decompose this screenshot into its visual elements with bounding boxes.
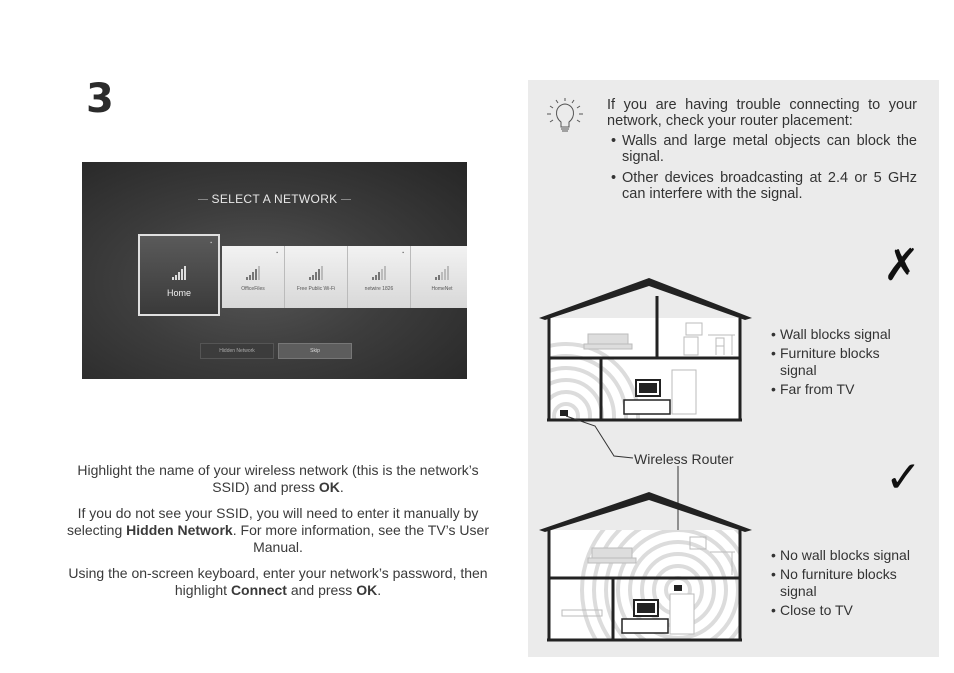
network-name: Free Public Wi-Fi bbox=[296, 286, 336, 292]
note-item: • Furniture blocks signal bbox=[771, 345, 910, 379]
note-item: • Wall blocks signal bbox=[771, 326, 910, 343]
tv-title-text: SELECT A NETWORK bbox=[211, 192, 338, 206]
note-item: • Far from TV bbox=[771, 381, 910, 398]
instruction-text: Highlight the name of your wireless network (this is the network’s SSID) and press bbox=[77, 462, 479, 495]
instruction-text: If you do not see your SSID, you will need to enter it manually by selecting bbox=[67, 505, 479, 538]
bad-placement-notes bbox=[771, 326, 910, 400]
instruction-key: OK bbox=[318, 479, 340, 495]
instruction-key: OK bbox=[356, 582, 378, 598]
instruction-key: Connect bbox=[230, 582, 287, 598]
lock-icon: ▪ bbox=[402, 250, 404, 256]
note-item: • No wall blocks signal bbox=[771, 547, 930, 564]
router-label: Wireless Router bbox=[634, 451, 734, 467]
network-name: OfficeFiles bbox=[241, 286, 265, 292]
hidden-network-button[interactable]: Hidden Network bbox=[200, 343, 274, 359]
note-item: • No furniture blocks signal bbox=[771, 566, 930, 600]
step-number: 3 bbox=[86, 76, 114, 122]
instruction-text: . For more information, see the TV’s User Manual. bbox=[232, 522, 489, 555]
instruction-text: Using the on-screen keyboard, enter your network’s password, then highlight bbox=[68, 565, 488, 598]
lock-icon: ▪ bbox=[276, 250, 278, 256]
network-name: HomeNet bbox=[431, 286, 453, 292]
instruction-text: and press bbox=[286, 582, 357, 598]
note-item: • Close to TV bbox=[771, 602, 930, 619]
lock-icon: ▪ bbox=[210, 240, 212, 246]
bad-placement-mark: ✗ bbox=[883, 240, 920, 291]
tip-bullet: • Walls and large metal objects can block the signal. bbox=[609, 133, 917, 165]
network-name: Home bbox=[166, 288, 191, 298]
good-placement-mark: ✓ bbox=[885, 452, 922, 503]
tip-intro: If you are having trouble connecting to your network, check your router placement: bbox=[607, 97, 917, 129]
instruction-key: Hidden Network bbox=[126, 522, 233, 538]
tip-bullet: • Other devices broadcasting at 2.4 or 5 GHz can interfere with the signal. bbox=[609, 170, 917, 202]
instruction-text: . bbox=[339, 479, 344, 495]
instruction-text: . bbox=[377, 582, 382, 598]
network-name: netwire 1826 bbox=[364, 286, 394, 292]
house-good-placement bbox=[539, 492, 774, 673]
skip-button[interactable]: Skip bbox=[278, 343, 352, 359]
good-placement-notes bbox=[771, 547, 930, 621]
